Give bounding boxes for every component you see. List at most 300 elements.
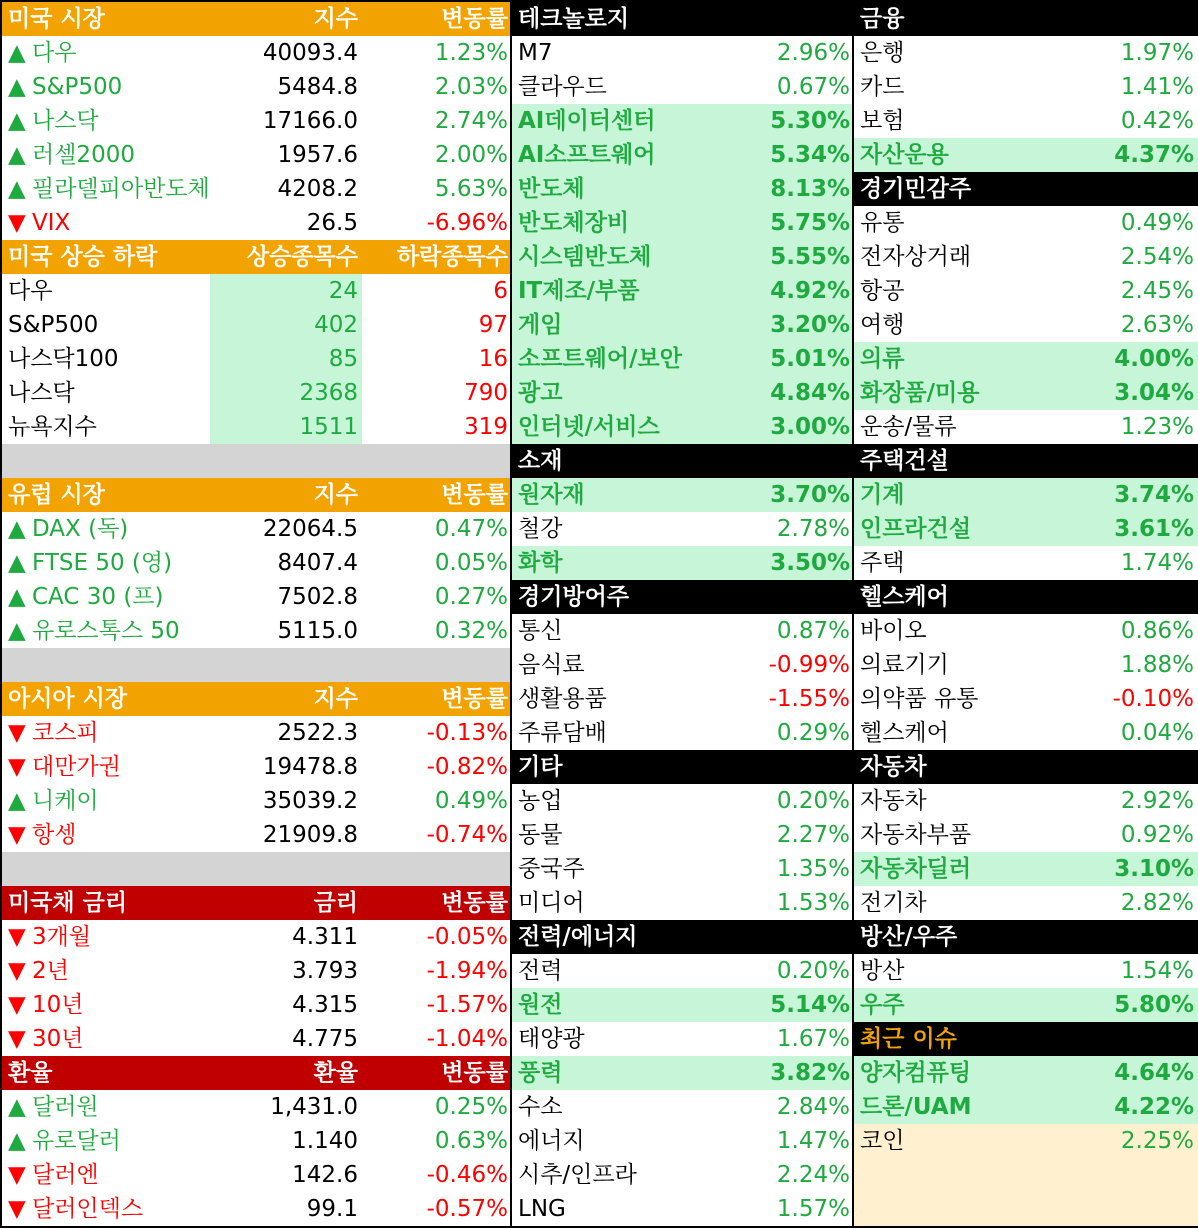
sector-change: 2.82% [1120, 890, 1194, 916]
sector-title: 최근 이슈 [860, 1026, 957, 1052]
sector-name: 자동차부품 [860, 822, 972, 848]
row-name: 나스닥100 [8, 346, 119, 372]
sector-change: 1.53% [776, 890, 850, 916]
sector-change: 2.25% [1120, 1128, 1194, 1154]
row-name: CAC 30 (프) [32, 584, 164, 610]
advancers-count: 1511 [210, 410, 362, 444]
sector-change: 1.47% [776, 1128, 850, 1154]
sector-row [512, 1056, 852, 1090]
sector-name: 우주 [860, 992, 905, 1018]
up-arrow-icon: ▲ [8, 1128, 26, 1154]
sector-change: 0.20% [776, 788, 850, 814]
header-cell: 하락종목수 [396, 244, 508, 270]
sector-title: 방산/우주 [860, 924, 958, 950]
sector-row [854, 648, 1198, 682]
table-row [2, 410, 510, 444]
row-change: 2.03% [434, 74, 508, 100]
sector-change: 4.92% [770, 278, 850, 304]
table-row [2, 1158, 510, 1192]
up-arrow-icon: ▲ [8, 108, 26, 134]
decliners-count: 319 [464, 414, 508, 440]
row-name-cell [2, 784, 210, 818]
sector-change: 0.04% [1120, 720, 1194, 746]
sector-name: 항공 [860, 278, 905, 304]
sector-name: 화학 [518, 550, 563, 576]
table-header [2, 886, 510, 920]
row-value: 17166.0 [262, 108, 358, 134]
header-cell: 변동률 [441, 482, 508, 508]
decliners-count: 97 [478, 312, 508, 338]
sector-row [512, 70, 852, 104]
row-value: 35039.2 [262, 788, 358, 814]
row-name: 항셍 [32, 822, 77, 848]
sector-name: 자동차 [860, 788, 927, 814]
sector-row [854, 784, 1198, 818]
header-cell: 지수 [313, 482, 358, 508]
advancers-count: 85 [210, 342, 362, 376]
sector-name: 인프라건설 [860, 516, 972, 542]
row-value: 19478.8 [262, 754, 358, 780]
sector-name: 시스템반도체 [518, 244, 652, 270]
row-name: 유로스톡스 50 [32, 618, 180, 644]
sector-title: 소재 [518, 448, 563, 474]
sector-header [512, 2, 852, 36]
sector-row [512, 172, 852, 206]
sector-row [854, 478, 1198, 512]
row-name: 다우 [32, 40, 77, 66]
table-row [2, 342, 510, 376]
header-cell: 환율 [313, 1060, 358, 1086]
sector-change: 3.04% [1114, 380, 1194, 406]
down-arrow-icon: ▼ [8, 720, 26, 746]
row-name-cell [2, 172, 210, 206]
row-change: -0.13% [426, 720, 508, 746]
sector-change: 3.61% [1114, 516, 1194, 542]
sector-row [854, 240, 1198, 274]
sector-title: 주택건설 [860, 448, 949, 474]
up-arrow-icon: ▲ [8, 618, 26, 644]
sector-title: 경기방어주 [518, 584, 630, 610]
sector-change: 0.29% [776, 720, 850, 746]
sector-name: 광고 [518, 380, 563, 406]
sector-change: 2.63% [1120, 312, 1194, 338]
down-arrow-icon: ▼ [8, 958, 26, 984]
sector-row [512, 988, 852, 1022]
sector-name: 주택 [860, 550, 905, 576]
header-cell: 미국 시장 [8, 6, 105, 32]
sector-name: 풍력 [518, 1060, 563, 1086]
sector-name: 유통 [860, 210, 905, 236]
sector-name: 은행 [860, 40, 905, 66]
table-row [2, 920, 510, 954]
row-change: 1.23% [434, 40, 508, 66]
header-cell: 변동률 [441, 1060, 508, 1086]
sector-name: 전력 [518, 958, 563, 984]
sector-name: 운송/물류 [860, 414, 957, 440]
sector-row [854, 818, 1198, 852]
decliners-count: 6 [493, 278, 508, 304]
row-name: 2년 [32, 958, 69, 984]
sector-change: 0.87% [776, 618, 850, 644]
sector-name: 태양광 [518, 1026, 585, 1052]
sector-change: 0.49% [1120, 210, 1194, 236]
table-row [2, 1124, 510, 1158]
sector-header [512, 444, 852, 478]
up-arrow-icon: ▲ [8, 584, 26, 610]
sector-header [854, 580, 1198, 614]
sector-name: 전자상거래 [860, 244, 972, 270]
table-row [2, 988, 510, 1022]
row-change: -1.57% [426, 992, 508, 1018]
sector-change: 0.67% [776, 74, 850, 100]
sector-change: 2.54% [1120, 244, 1194, 270]
sector-row [512, 342, 852, 376]
table-row [2, 308, 510, 342]
row-value: 3.793 [292, 958, 358, 984]
header-cell: 지수 [313, 686, 358, 712]
row-value: 4.315 [292, 992, 358, 1018]
sector-name: 방산 [860, 958, 905, 984]
sector-row [854, 206, 1198, 240]
table-row [2, 274, 510, 308]
sector-row [512, 682, 852, 716]
sector-row [512, 104, 852, 138]
down-arrow-icon: ▼ [8, 992, 26, 1018]
sector-row [512, 308, 852, 342]
sector-row [854, 716, 1198, 750]
sector-change: 5.01% [770, 346, 850, 372]
sector-change: 1.97% [1120, 40, 1194, 66]
row-name-cell [2, 954, 210, 988]
row-name: 3개월 [32, 924, 92, 950]
row-change: 0.27% [434, 584, 508, 610]
sector-row [854, 342, 1198, 376]
table-row [2, 614, 510, 648]
up-arrow-icon: ▲ [8, 550, 26, 576]
row-value: 4208.2 [277, 176, 358, 202]
row-name-cell [2, 36, 210, 70]
row-name-cell [2, 750, 210, 784]
row-name: S&P500 [8, 312, 99, 338]
table-header [2, 478, 510, 512]
sector-change: 3.50% [770, 550, 850, 576]
table-row [2, 70, 510, 104]
sector-row [854, 988, 1198, 1022]
row-change: 0.49% [434, 788, 508, 814]
sector-header [512, 750, 852, 784]
row-change: -0.05% [426, 924, 508, 950]
sector-row [512, 784, 852, 818]
sector-row [512, 852, 852, 886]
header-cell: 변동률 [441, 890, 508, 916]
sector-change: 1.23% [1120, 414, 1194, 440]
sector-row [854, 138, 1198, 172]
row-change: -6.96% [426, 210, 508, 236]
table-row [2, 954, 510, 988]
sector-change: 0.86% [1120, 618, 1194, 644]
sector-change: 1.74% [1120, 550, 1194, 576]
table-row [2, 36, 510, 70]
sector-change: 2.92% [1120, 788, 1194, 814]
sector-name: 중국주 [518, 856, 585, 882]
row-name: 다우 [8, 278, 53, 304]
row-value: 8407.4 [277, 550, 358, 576]
table-row [2, 580, 510, 614]
table-row [2, 546, 510, 580]
sector-header [512, 920, 852, 954]
row-name-cell [2, 206, 210, 240]
row-change: 0.32% [434, 618, 508, 644]
sector-header [854, 750, 1198, 784]
row-value: 2522.3 [277, 720, 358, 746]
sector-title: 금융 [860, 6, 905, 32]
header-cell: 상승종목수 [246, 244, 358, 270]
row-name: 달러인덱스 [32, 1196, 144, 1222]
left-column [2, 2, 510, 1226]
row-change: 2.74% [434, 108, 508, 134]
sector-name: IT제조/부품 [518, 278, 640, 304]
sector-name: 코인 [860, 1128, 905, 1154]
advancers-count: 2368 [210, 376, 362, 410]
sector-name: 자산운용 [860, 142, 949, 168]
row-name: 대만가권 [32, 754, 121, 780]
sector-change: 2.96% [776, 40, 850, 66]
sector-name: 반도체장비 [518, 210, 630, 236]
sector-change: -0.10% [1112, 686, 1194, 712]
sector-change: 2.78% [776, 516, 850, 542]
sector-row [854, 614, 1198, 648]
sector-change: 5.30% [770, 108, 850, 134]
row-name: 달러엔 [32, 1162, 99, 1188]
sector-name: LNG [518, 1196, 566, 1222]
sector-row [512, 410, 852, 444]
header-cell: 금리 [313, 890, 358, 916]
row-change: 0.25% [434, 1094, 508, 1120]
row-change: -0.57% [426, 1196, 508, 1222]
table-header [2, 682, 510, 716]
sector-row [512, 648, 852, 682]
sector-change: 8.13% [770, 176, 850, 202]
row-change: -1.04% [426, 1026, 508, 1052]
row-value: 26.5 [306, 210, 358, 236]
down-arrow-icon: ▼ [8, 210, 26, 236]
decliners-count: 790 [464, 380, 508, 406]
sector-change: -1.55% [768, 686, 850, 712]
row-name: 니케이 [32, 788, 99, 814]
row-name: 나스닥 [8, 380, 75, 406]
sector-title: 경기민감주 [860, 176, 972, 202]
sector-header [512, 580, 852, 614]
table-header [2, 1056, 510, 1090]
sector-row [512, 1158, 852, 1192]
sector-name: 양자컴퓨팅 [860, 1060, 972, 1086]
down-arrow-icon: ▼ [8, 1196, 26, 1222]
sector-row [512, 478, 852, 512]
row-name-cell [2, 1090, 210, 1124]
table-row [2, 1022, 510, 1056]
sector-change: 2.27% [776, 822, 850, 848]
table-row [2, 138, 510, 172]
table-row [2, 1192, 510, 1226]
sector-row [854, 104, 1198, 138]
sector-row [854, 410, 1198, 444]
sector-change: 1.67% [776, 1026, 850, 1052]
table-row [2, 206, 510, 240]
sector-change: 5.14% [770, 992, 850, 1018]
header-cell: 변동률 [441, 6, 508, 32]
row-name-cell [2, 138, 210, 172]
up-arrow-icon: ▲ [8, 788, 26, 814]
sector-name: 원자재 [518, 482, 585, 508]
middle-column [512, 2, 852, 1226]
sector-row [854, 308, 1198, 342]
table-row [2, 784, 510, 818]
up-arrow-icon: ▲ [8, 40, 26, 66]
row-change: 5.63% [434, 176, 508, 202]
sector-name: 소프트웨어/보안 [518, 346, 682, 372]
sector-name: 의류 [860, 346, 905, 372]
sector-change: 4.64% [1114, 1060, 1194, 1086]
sector-row [512, 512, 852, 546]
row-name-cell [2, 546, 210, 580]
sector-row [854, 886, 1198, 920]
sector-name: 전기차 [860, 890, 927, 916]
sector-row [854, 1124, 1198, 1158]
row-change: 0.63% [434, 1128, 508, 1154]
sector-row [512, 240, 852, 274]
sector-name: 화장품/미용 [860, 380, 980, 406]
sector-name: 생활용품 [518, 686, 607, 712]
row-change: -0.74% [426, 822, 508, 848]
sector-name: 음식료 [518, 652, 585, 678]
row-change: -0.46% [426, 1162, 508, 1188]
sector-change: 1.35% [776, 856, 850, 882]
sector-row [512, 886, 852, 920]
row-name: S&P500 [32, 74, 123, 100]
sector-row [512, 36, 852, 70]
row-name: 10년 [32, 992, 84, 1018]
table-header [2, 2, 510, 36]
sector-row [512, 716, 852, 750]
sector-change: 3.10% [1114, 856, 1194, 882]
sector-row [512, 614, 852, 648]
row-name: FTSE 50 (영) [32, 550, 173, 576]
down-arrow-icon: ▼ [8, 924, 26, 950]
sector-change: 2.24% [776, 1162, 850, 1188]
row-name-cell [2, 716, 210, 750]
sector-name: AI소프트웨어 [518, 142, 656, 168]
row-change: 0.05% [434, 550, 508, 576]
sector-change: 4.00% [1114, 346, 1194, 372]
table-row [2, 104, 510, 138]
sector-name: AI데이터센터 [518, 108, 656, 134]
sector-change: 2.84% [776, 1094, 850, 1120]
table-header [2, 240, 510, 274]
row-value: 1.140 [292, 1128, 358, 1154]
sector-name: 보험 [860, 108, 905, 134]
sector-change: 5.34% [770, 142, 850, 168]
table-row [2, 750, 510, 784]
sector-name: 시추/인프라 [518, 1162, 637, 1188]
sector-change: 1.88% [1120, 652, 1194, 678]
sector-change: 3.70% [770, 482, 850, 508]
up-arrow-icon: ▲ [8, 516, 26, 542]
sector-name: 주류담배 [518, 720, 607, 746]
row-name: 달러원 [32, 1094, 99, 1120]
row-change: 2.00% [434, 142, 508, 168]
row-name-cell [2, 1124, 210, 1158]
sector-header [854, 172, 1198, 206]
separator [2, 444, 510, 478]
table-row [2, 512, 510, 546]
sector-name: 헬스케어 [860, 720, 949, 746]
sector-change: 1.41% [1120, 74, 1194, 100]
header-cell: 미국채 금리 [8, 890, 128, 916]
table-row [2, 1090, 510, 1124]
row-name-cell [2, 920, 210, 954]
up-arrow-icon: ▲ [8, 176, 26, 202]
row-name: 러셀2000 [32, 142, 135, 168]
row-name: 30년 [32, 1026, 84, 1052]
row-change: -0.82% [426, 754, 508, 780]
advancers-count: 402 [210, 308, 362, 342]
sector-change: 5.75% [770, 210, 850, 236]
decliners-count: 16 [478, 346, 508, 372]
row-name-cell [2, 70, 210, 104]
sector-name: 바이오 [860, 618, 927, 644]
sector-row [512, 1022, 852, 1056]
sector-row [512, 818, 852, 852]
row-name: 코스피 [32, 720, 99, 746]
row-value: 4.775 [292, 1026, 358, 1052]
sector-change: -0.99% [768, 652, 850, 678]
sector-row [512, 376, 852, 410]
sector-name: 에너지 [518, 1128, 585, 1154]
sector-change: 5.55% [770, 244, 850, 270]
row-name-cell [2, 1158, 210, 1192]
sector-change: 0.42% [1120, 108, 1194, 134]
sector-title: 테크놀로지 [518, 6, 630, 32]
sector-name: 동물 [518, 822, 563, 848]
sector-row [854, 274, 1198, 308]
sector-change: 1.57% [776, 1196, 850, 1222]
row-name-cell [2, 1192, 210, 1226]
sector-row [854, 512, 1198, 546]
sector-row [854, 852, 1198, 886]
sector-row [854, 1090, 1198, 1124]
sector-name: 반도체 [518, 176, 585, 202]
row-name-cell [2, 512, 210, 546]
sector-title: 기타 [518, 754, 563, 780]
sector-name: 의약품 유통 [860, 686, 979, 712]
sector-row [512, 954, 852, 988]
down-arrow-icon: ▼ [8, 754, 26, 780]
sector-name: 게임 [518, 312, 563, 338]
sector-title: 전력/에너지 [518, 924, 638, 950]
sector-header [854, 1022, 1198, 1056]
sector-row [854, 376, 1198, 410]
row-name-cell [2, 104, 210, 138]
header-cell: 지수 [313, 6, 358, 32]
right-column [854, 2, 1198, 1226]
row-name-cell [2, 818, 210, 852]
sector-header [854, 444, 1198, 478]
sector-name: 자동차딜러 [860, 856, 972, 882]
table-row [2, 376, 510, 410]
sector-name: 여행 [860, 312, 905, 338]
sector-change: 0.92% [1120, 822, 1194, 848]
sector-title: 자동차 [860, 754, 927, 780]
